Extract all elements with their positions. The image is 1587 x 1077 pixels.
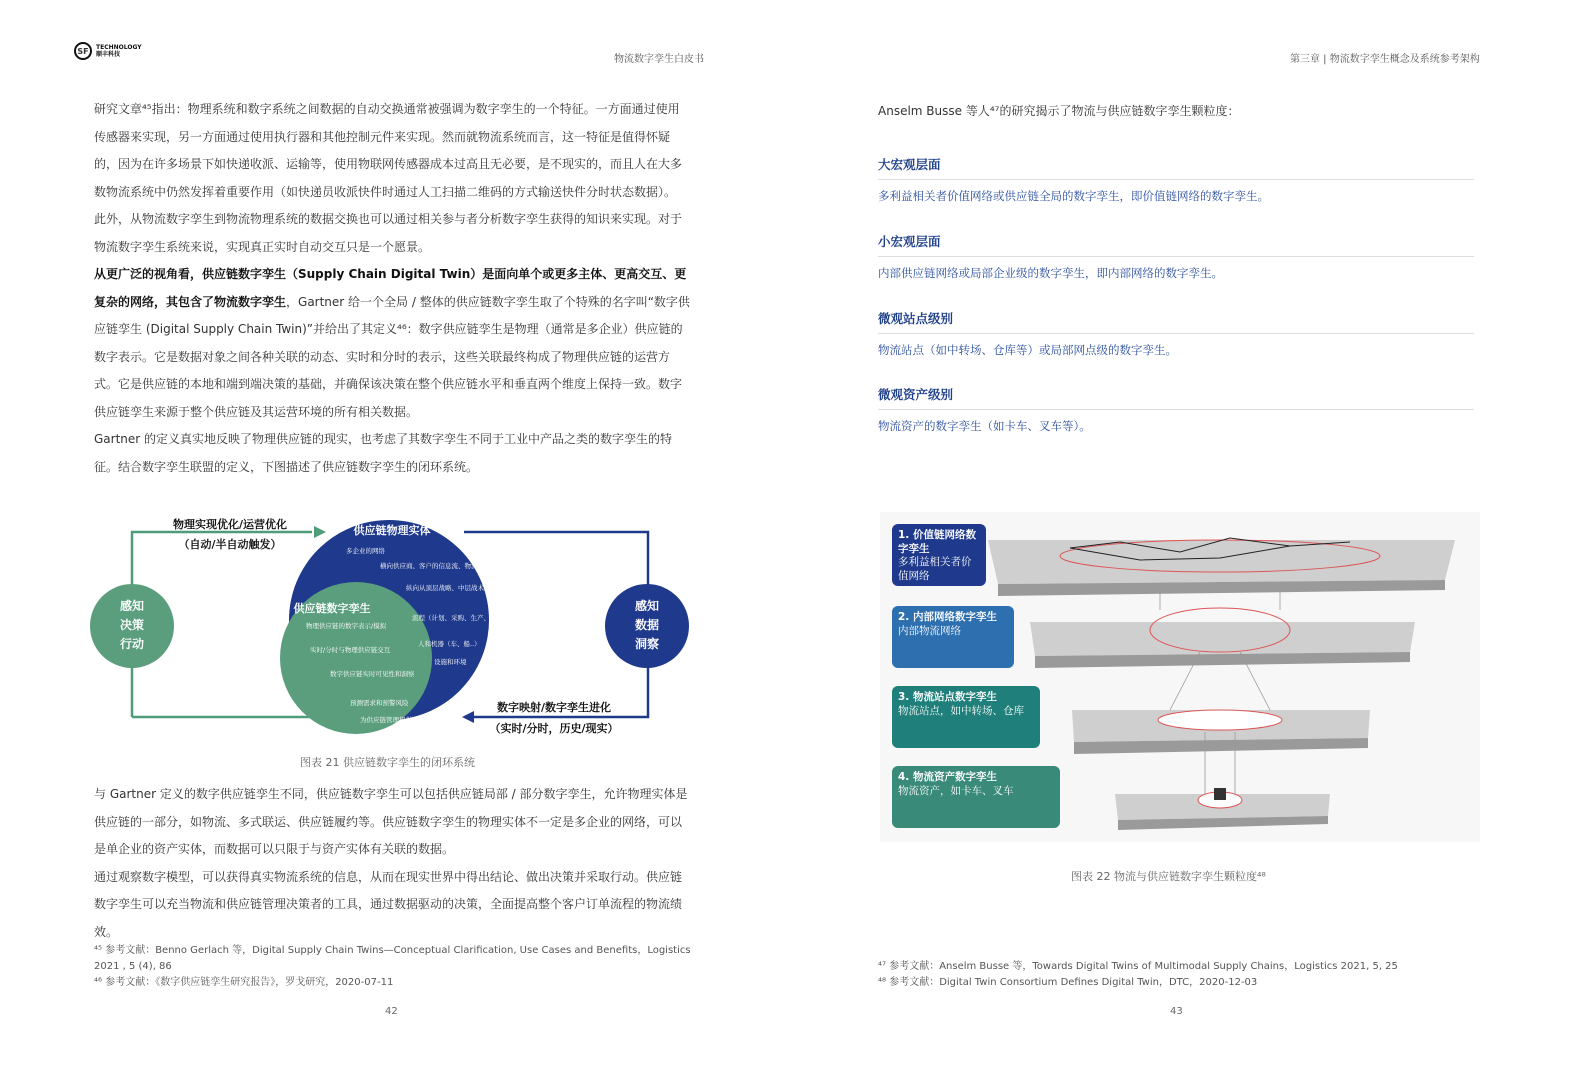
paragraph: 研究文章⁴⁵指出：物理系统和数字系统之间数据的自动交换通常被强调为数字孪生的一个特征。一方面通过使用传感器来实现，另一方面通过使用执行器和其他控制元件来实现。然而就物流系统而言，这一特征是值得怀疑的，因为在许多场景下如快递收派、运输等，使用物联网传感器成本过高且无必要，是不现实的，而且人在大多数物流系统中仍然发挥着重要作用（如快递员收派快件时通过人工扫描二维码的方式输送快件分时状态数据）。 — [94, 102, 683, 199]
left-page — [0, 0, 793, 1077]
physical-item: 人和机器（车、船..） — [418, 640, 481, 648]
paragraph-rest: ，Gartner 给一个全局 / 整体的供应链数字孪生取了个特殊的名字叫“数字供应链孪生 (Digital Supply Chain Twin)”并给出了其定义⁴⁶：数字供应链孪生是物理（通常是多企业）供应链的数字表示。它是数据对象之间各种关联的动态、实时和分时的表示，这些关联最终构成了物理供应链的运营方式。它是供应链的本地和端到端决策的基础，并确保该决策在整个供应链水平和垂直两个维度上保持一致。数字供应链孪生来源于整个供应链及其运营环境的所有相关数据。 — [94, 294, 690, 419]
physical-item: 横向供应商、客户的信息流、物流和资金流 — [380, 562, 504, 570]
header-title-right: 第三章 | 物流数字孪生概念及系统参考架构 — [1290, 54, 1480, 65]
level-title: 大宏观层面 — [878, 155, 1474, 180]
level-asset — [878, 385, 1474, 434]
right-circle-line-1: 感知 — [634, 599, 660, 613]
level-desc: 多利益相关者价值网络或供应链全局的数字孪生，即价值链网络的数字孪生。 — [878, 189, 1269, 203]
physical-item: 流程（计划、采购、生产、交付和退货） — [412, 614, 529, 622]
label-sub: 内部物流网络 — [898, 624, 961, 637]
paragraph: 此外，从物流数字孪生到物流物理系统的数据交换也可以通过相关参与者分析数字孪生获得的知识来实现。对于物流数字孪生系统来说，实现真正实时自动交互只是一个愿景。 — [94, 212, 683, 254]
right-circle-line-2: 数据 — [634, 618, 660, 632]
label-value-chain — [892, 524, 986, 586]
bottom-arrow-label-1: 数字映射/数字孪生进化 — [496, 701, 612, 714]
label-title: 4. 物流资产数字孪生 — [898, 771, 997, 783]
figure-caption: 图表 21 供应链数字孪生的闭环系统 — [300, 756, 475, 769]
level-desc: 内部供应链网络或局部企业级的数字孪生，即内部网络的数字孪生。 — [878, 266, 1223, 280]
physical-item: 设施和环境 — [434, 658, 467, 666]
intro-text: Anselm Busse 等人⁴⁷的研究揭示了物流与供应链数字孪生颗粒度： — [878, 104, 1240, 118]
label-site — [892, 686, 1040, 748]
platform-internal — [1030, 622, 1415, 656]
digital-title: 供应链数字孪生 — [293, 602, 371, 615]
label-asset — [892, 766, 1060, 828]
digital-item: 预测需求和预警风险 — [350, 699, 409, 707]
footnote: ⁴⁵ 参考文献：Benno Gerlach 等，Digital Supply Chain Twins—Conceptual Clarification, Use Cases and Benefits，Logistics 2021 , 5 (4), 86 — [94, 945, 691, 972]
body-text-bottom — [94, 781, 690, 946]
top-arrow-label-1: 物理实现优化/运营优化 — [172, 518, 288, 531]
paragraph: 与 Gartner 定义的数字供应链孪生不同，供应链数字孪生可以包括供应链局部 / 部分数字孪生，允许物理实体是供应链的一部分，如物流、多式联运、供应链履约等。供应链数字孪生的物理实体不一定是多企业的网络，可以是单企业的资产实体，而数据可以只限于与资产实体有关联的数据。 — [94, 787, 688, 856]
paragraph: 通过观察数字模型，可以获得真实物流系统的信息，从而在现实世界中得出结论、做出决策并采取行动。供应链数字孪生可以充当物流和供应链管理决策者的工具，通过数据驱动的决策，全面提高整个客户订单流程的物流绩效。 — [94, 869, 683, 939]
body-text-top — [94, 96, 690, 481]
figure-caption-right: 图表 22 物流与供应链数字孪生颗粒度⁴⁸ — [1071, 870, 1266, 883]
digital-item: 实时/分时与物理供应链交互 — [310, 646, 391, 654]
logo-line1: TECHNOLOGY — [96, 44, 142, 51]
footnote: ⁴⁷ 参考文献：Anselm Busse 等，Towards Digital Twins of Multimodal Supply Chains，Logistics 2021, 5, 25 — [878, 961, 1398, 972]
left-circle-line-3: 行动 — [119, 637, 145, 651]
page-number: 42 — [385, 1006, 398, 1017]
physical-item: 纵向从顶层战略、中层战术到基层执行的组织 — [406, 584, 536, 592]
level-small-macro — [878, 232, 1474, 281]
platform-value-chain — [988, 540, 1455, 584]
closed-loop-diagram — [84, 510, 704, 745]
logo-line2: 顺丰科技 — [96, 51, 121, 58]
footnote: ⁴⁸ 参考文献：Digital Twin Consortium Defines Digital Twin，DTC，2020-12-03 — [878, 977, 1258, 988]
digital-item: 为供应链管理提供决策 — [360, 716, 425, 724]
label-sub: 物流站点，如中转场、仓库 — [898, 704, 1024, 717]
digital-item: 物理供应链的数字表示/模拟 — [306, 622, 387, 630]
left-circle-line-1: 感知 — [119, 599, 145, 613]
label-sub: 多利益相关者价值网络 — [898, 556, 972, 582]
paragraph: Gartner 的定义真实地反映了物理供应链的现实，也考虑了其数字孪生不同于工业中产品之类的数字孪生的特征。结合数字孪生联盟的定义，下图描述了供应链数字孪生的闭环系统。 — [94, 432, 673, 474]
level-macro — [878, 155, 1474, 204]
label-title: 3. 物流站点数字孪生 — [898, 691, 997, 703]
label-title: 2. 内部网络数字孪生 — [898, 611, 997, 623]
level-title: 微观站点级别 — [878, 309, 1474, 334]
level-site — [878, 309, 1474, 358]
physical-title: 供应链物理实体 — [353, 524, 431, 537]
level-desc: 物流站点（如中转场、仓库等）或局部网点级的数字孪生。 — [878, 343, 1177, 357]
level-title: 小宏观层面 — [878, 232, 1474, 257]
logo-mark: SF — [74, 42, 92, 60]
level-title: 微观资产级别 — [878, 385, 1474, 410]
sf-logo — [74, 42, 142, 60]
right-circle-line-3: 洞察 — [634, 637, 660, 651]
footnote: ⁴⁶ 参考文献：《数字供应链孪生研究报告》，罗戈研究，2020-07-11 — [94, 977, 394, 988]
bold-text: 从更广泛的视角看，供应链数字孪生（Supply Chain Digital Twin）是面向单个或更多主体、更高交互、更复杂的网络，其包含了物流数字孪生 — [94, 267, 687, 309]
footnotes — [94, 943, 694, 991]
bottom-arrow-head — [462, 711, 474, 723]
physical-item: 多企业的网络 — [346, 547, 385, 555]
page-number-right: 43 — [1170, 1006, 1183, 1017]
label-title: 1. 价值链网络数字孪生 — [898, 529, 976, 555]
footnotes-right — [878, 959, 1478, 991]
top-arrow-label-2: （自动/半自动触发） — [178, 538, 282, 551]
header-title: 物流数字孪生白皮书 — [614, 54, 704, 65]
digital-item: 数字供应链实时可见性和洞察 — [330, 670, 415, 678]
label-sub: 物流资产，如卡车、叉车 — [898, 784, 1014, 797]
left-circle-line-2: 决策 — [119, 618, 145, 632]
label-internal-network — [892, 606, 1014, 668]
bottom-arrow-label-2: （实时/分时，历史/现实） — [489, 722, 619, 735]
level-desc: 物流资产的数字孪生（如卡车、叉车等）。 — [878, 419, 1091, 433]
paragraph — [94, 261, 690, 426]
top-arrow-head — [314, 526, 326, 538]
